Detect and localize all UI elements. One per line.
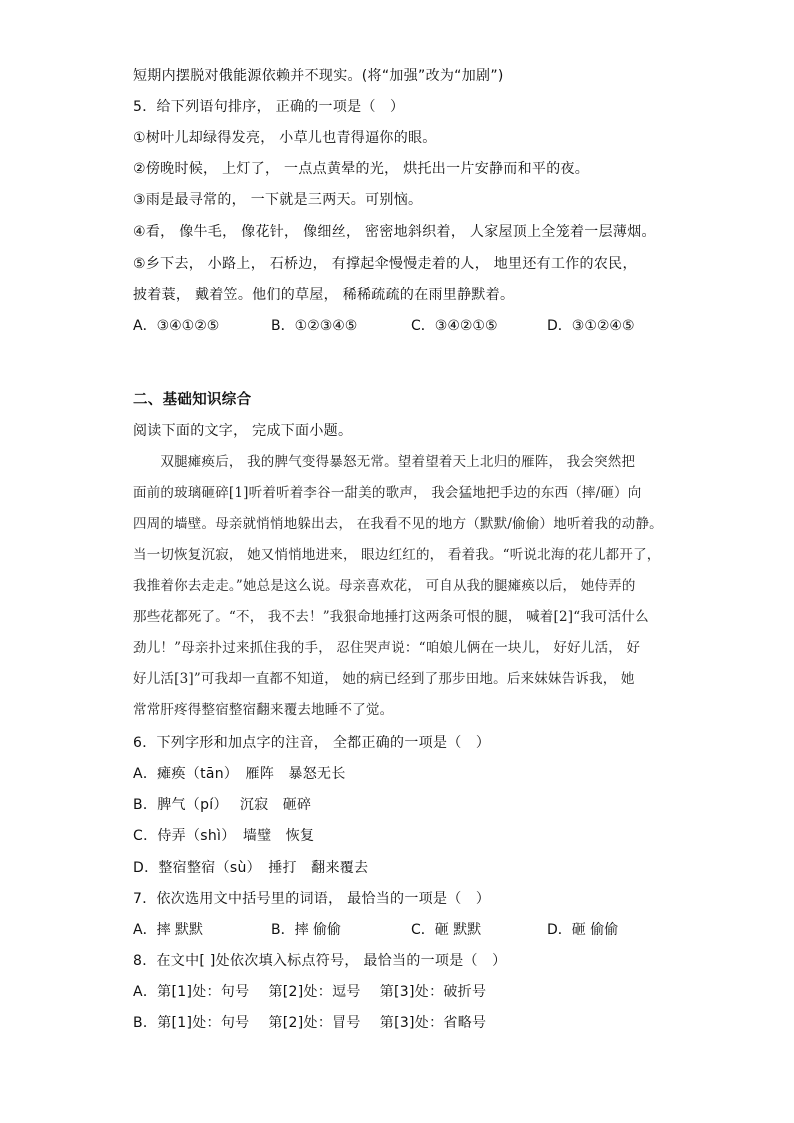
- q8-stem: 8．在文中[ ]处依次填入标点符号， 最恰当的一项是（ ）: [133, 953, 507, 969]
- q5-item-5: ⑤乡下去， 小路上， 石桥边， 有撑起伞慢慢走着的人， 地里还有工作的农民，: [133, 256, 637, 272]
- q4-tail-text: 短期内摆脱对俄能源依赖并不现实。(将“加强”改为“加剧”): [133, 68, 504, 84]
- passage-line-9: 常常肝疼得整宿整宿翻来覆去地睡不了觉。: [133, 702, 394, 718]
- passage-line-7: 劲儿！”母亲扑过来抓住我的手， 忍住哭声说：“咱娘儿俩在一块儿， 好好儿活， 好: [133, 640, 641, 656]
- q5-option-d[interactable]: D．③①②④⑤: [547, 318, 635, 334]
- q7-option-b[interactable]: B．摔 偷偷: [271, 922, 342, 938]
- q7-option-a[interactable]: A．摔 默默: [133, 922, 204, 938]
- q5-option-b[interactable]: B．①②③④⑤: [271, 318, 358, 334]
- q6-option-d[interactable]: D．整宿整宿（sù） 捶打 翻来覆去: [133, 860, 369, 876]
- section-intro: 阅读下面的文字， 完成下面小题。: [133, 423, 353, 439]
- q6-option-a[interactable]: A．瘫痪（tān） 雁阵 暴怒无长: [133, 766, 346, 782]
- q7-stem: 7．依次选用文中括号里的词语， 最恰当的一项是（ ）: [133, 891, 491, 907]
- q6-option-c[interactable]: C．侍弄（shì） 墙璧 恢复: [133, 828, 315, 844]
- q5-option-a[interactable]: A．③④①②⑤: [133, 318, 220, 334]
- q5-item-1: ①树叶儿却绿得发亮， 小草儿也青得逼你的眼。: [133, 130, 437, 146]
- passage-line-4: 当一切恢复沉寂， 她又悄悄地进来， 眼边红红的， 看着我。“听说北海的花儿都开了，: [133, 547, 661, 563]
- q5-stem: 5．给下列语句排序， 正确的一项是（ ）: [133, 99, 405, 115]
- q7-option-c[interactable]: C．砸 默默: [411, 922, 482, 938]
- q8-option-a[interactable]: A．第[1]处：句号 第[2]处：逗号 第[3]处：破折号: [133, 984, 487, 1000]
- passage-line-2: 面前的玻璃砸碎[1]听着听着李谷一甜美的歌声， 我会猛地把手边的东西（摔/砸）向: [133, 485, 642, 501]
- passage-line-6: 那些花都死了。“不， 我不去！”我狠命地捶打这两条可恨的腿， 喊着[2]“我可活什么: [133, 609, 649, 625]
- q5-item-4: ④看， 像牛毛， 像花针， 像细丝， 密密地斜织着， 人家屋顶上全笼着一层薄烟。: [133, 224, 656, 240]
- q7-option-d[interactable]: D．砸 偷偷: [547, 922, 619, 938]
- passage-line-5: 我推着你去走走。”她总是这么说。母亲喜欢花， 可自从我的腿瘫痪以后， 她侍弄的: [133, 578, 636, 594]
- passage-line-1: 双腿瘫痪后， 我的脾气变得暴怒无常。望着望着天上北归的雁阵， 我会突然把: [133, 454, 636, 470]
- q6-option-b[interactable]: B．脾气（pí） 沉寂 砸碎: [133, 797, 312, 813]
- q5-item-2: ②傍晚时候， 上灯了， 一点点黄晕的光， 烘托出一片安静而和平的夜。: [133, 161, 590, 177]
- q5-item-5-cont: 披着蓑， 戴着笠。他们的草屋， 稀稀疏疏的在雨里静默着。: [133, 287, 515, 303]
- q5-option-c[interactable]: C．③④②①⑤: [411, 318, 498, 334]
- q8-option-b[interactable]: B．第[1]处：句号 第[2]处：冒号 第[3]处：省略号: [133, 1015, 487, 1031]
- passage-line-8: 好儿活[3]”可我却一直都不知道， 她的病已经到了那步田地。后来妹妹告诉我， 她: [133, 671, 635, 687]
- section-heading: 二、基础知识综合: [133, 392, 252, 408]
- q5-item-3: ③雨是最寻常的， 一下就是三两天。可别恼。: [133, 192, 423, 208]
- passage-line-3: 四周的墙壁。母亲就悄悄地躲出去， 在我看不见的地方（默默/偷偷）地听着我的动静。: [133, 516, 663, 532]
- q6-stem: 6．下列字形和加点字的注音， 全都正确的一项是（ ）: [133, 735, 491, 751]
